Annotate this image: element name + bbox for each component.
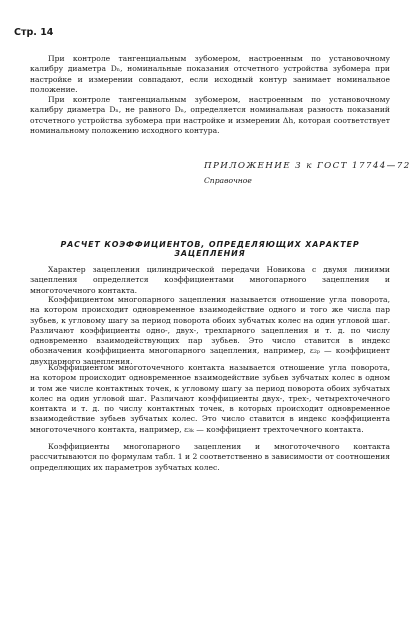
section-text-2: Коэффициентом многопарного зацепления называется отношение угла поворота, на котором происходит одновременное взаимодействие одного и того же числа пар зубьев, к угловому шагу за период поворота обоих зубчатых колес на один угловой шаг. Различают коэффициенты одно-, двух-, трехпарного зацепления и т. д. по числу одновременно взаимодействующих пар зубьев. Это число ставится в индекс обозначения коэффициента многопарного зацепления, например, ε₂ₚ — коэффициент двухпарного зацепления. [30, 295, 390, 366]
appendix-label: ПРИЛОЖЕНИЕ 3 к ГОСТ 17744—72 [204, 161, 411, 171]
intro-paragraph-1 [30, 54, 390, 95]
appendix-status: Справочное [204, 176, 252, 185]
intro-paragraph-2 [30, 95, 390, 136]
section-title: РАСЧЕТ КОЭФФИЦИЕНТОВ, ОПРЕДЕЛЯЮЩИХ ХАРАКТЕР ЗАЦЕПЛЕНИЯ [60, 240, 360, 258]
section-paragraph-2 [30, 295, 390, 367]
intro-text-2: При контроле тангенциальным зубомером, настроенным по установочному калибру диаметра Dₙ, не равного Dₙ, определяется номинальная разность показаний отсчетного устройства зубомера при настройке и измерении Δh, которая соответствует номинальному положению исходного контура. [30, 95, 390, 135]
section-paragraph-1 [30, 265, 390, 296]
section-paragraph-4 [30, 442, 390, 473]
page-number: Стр. 14 [14, 27, 54, 38]
section-paragraph-3 [30, 363, 390, 435]
intro-text-1: При контроле тангенциальным зубомером, настроенным по установочному калибру диаметра Dₙ, номинальные показания отсчетного устройства зубомера при настройке и измерении совпадают, если исходный контур занимает номинальное положение. [30, 54, 390, 94]
section-text-1: Характер зацепления цилиндрической передачи Новикова с двумя линиями зацепления определяется коэффициентами многопарного зацепления и многоточечного контакта. [30, 265, 390, 295]
section-text-4: Коэффициенты многопарного зацепления и многоточечного контакта рассчитываются по формулам табл. 1 и 2 соответственно в зависимости от соотношения определяющих их параметров зубчатых колес. [30, 442, 390, 472]
section-text-3: Коэффициентом многоточечного контакта называется отношение угла поворота, на котором происходит одновременное взаимодействие зубьев зубчатых колес в одном и том же числе контактных точек, к угловому шагу за период поворота обоих зубчатых колес на один угловой шаг. Различают коэффициенты двух-, трех-, четырехточечного контакта и т. д. по числу контактных точек, в которых происходит одновременное взаимодействие зубьев зубчатых колес. Это число ставится в индекс коэффициента многоточечного контакта, например, ε₃ₖ — коэффициент трехточечного контакта. [30, 363, 390, 434]
